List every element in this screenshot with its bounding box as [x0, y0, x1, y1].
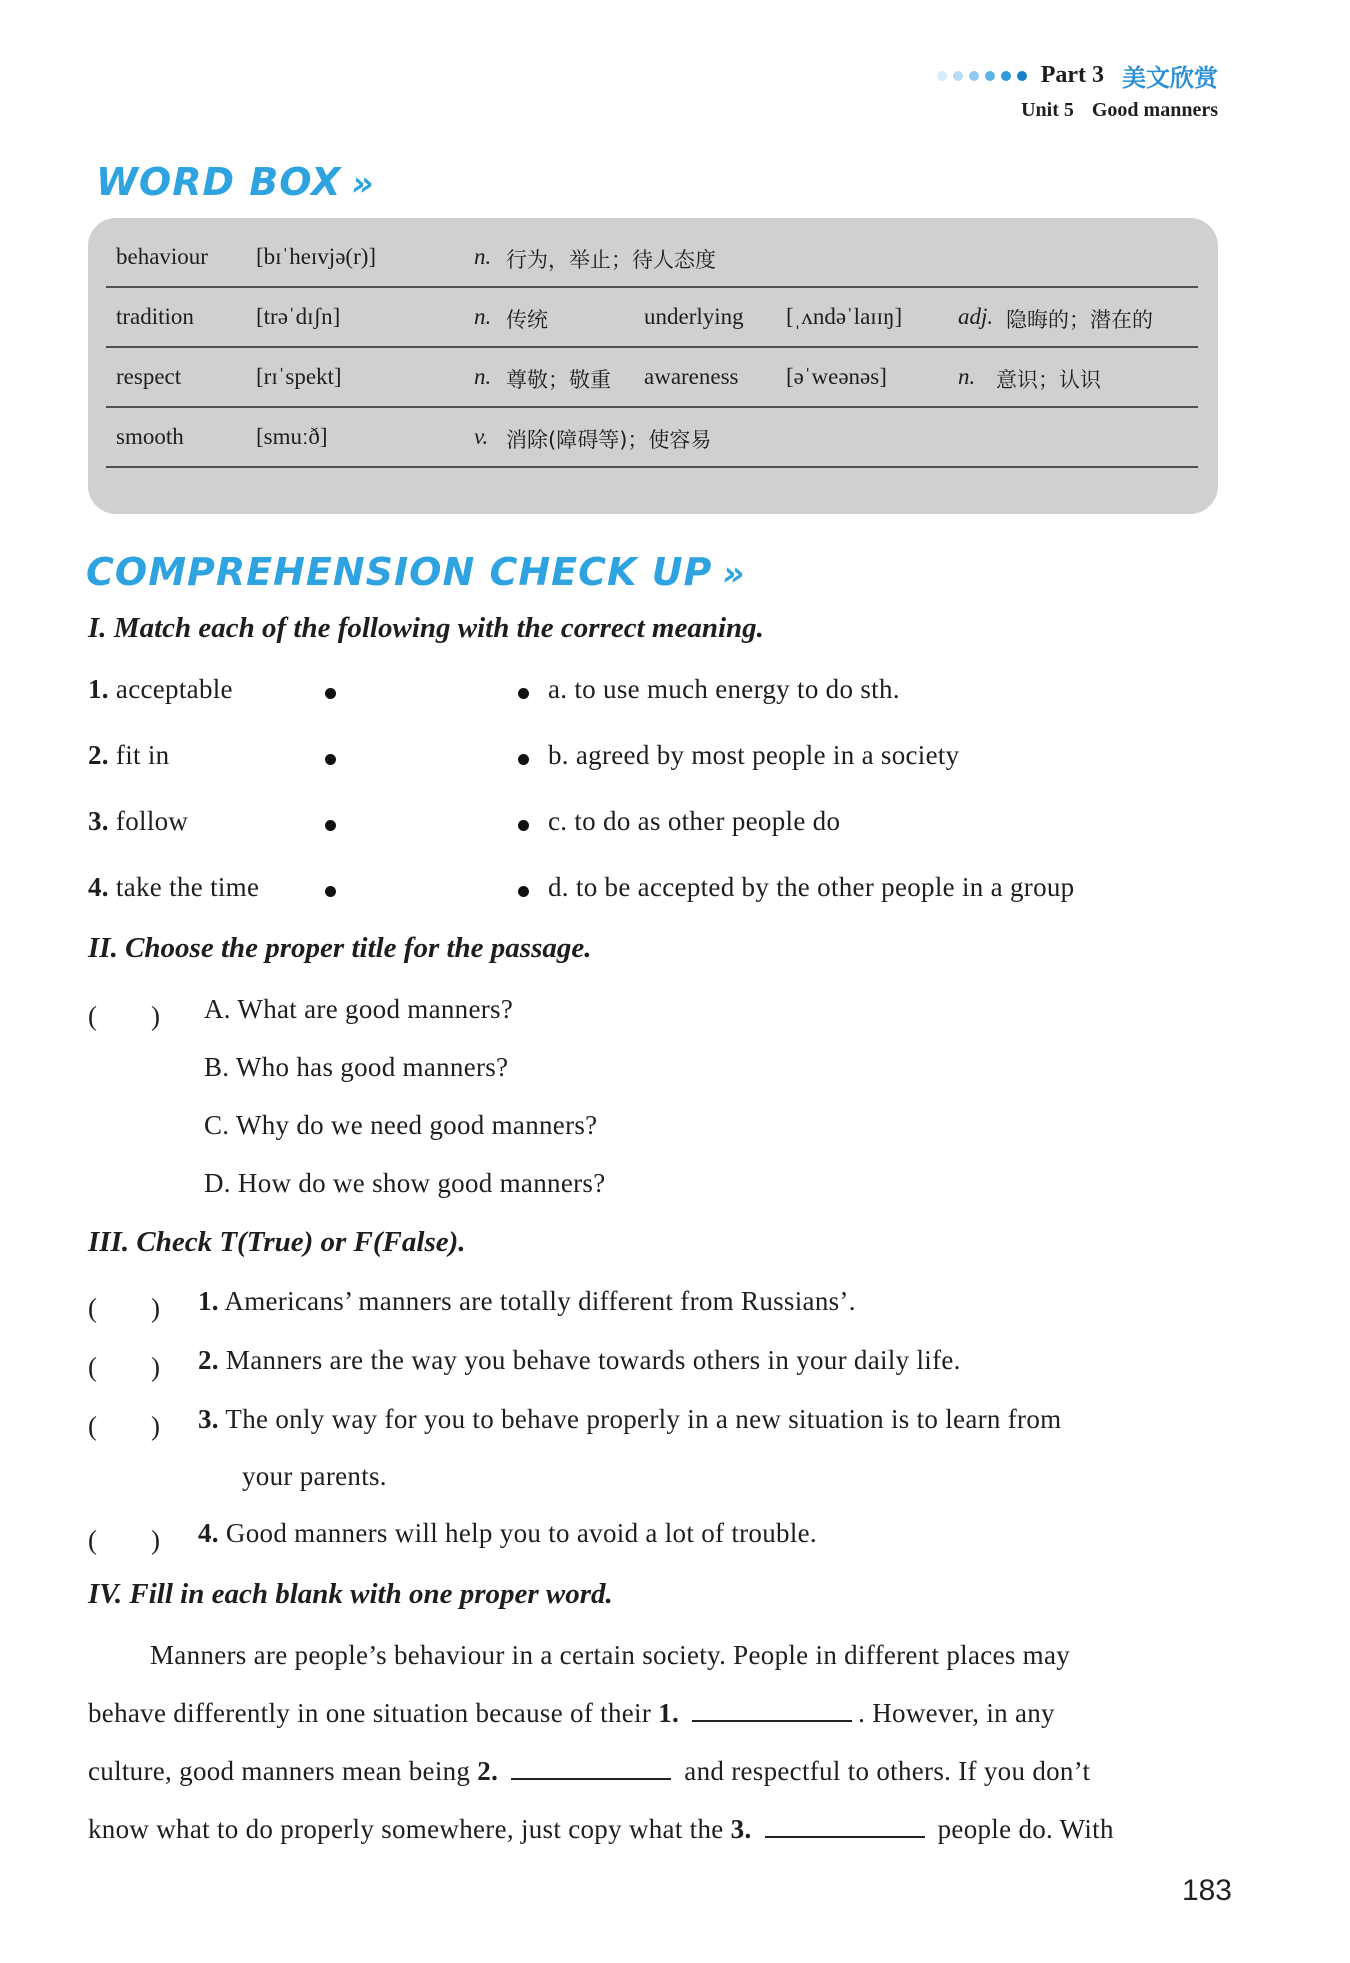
dot-icon: [969, 71, 979, 81]
match-right-item: c. to do as other people do: [548, 806, 841, 836]
passage-text: . However, in any: [858, 1698, 1055, 1728]
item-number: 4.: [198, 1518, 219, 1548]
blank-number: 3.: [730, 1814, 752, 1844]
word-box-heading: [96, 160, 375, 204]
word-box: [88, 218, 1218, 514]
answer-paren[interactable]: ( ): [88, 1001, 160, 1031]
match-dot-right[interactable]: [518, 820, 529, 831]
option-item: A. What are good manners?: [204, 994, 514, 1024]
meaning: 隐晦的；潜在的: [1006, 308, 1153, 332]
item-number: 4.: [88, 872, 109, 902]
vocab-word: awareness: [644, 364, 739, 389]
unit-label: Unit 5: [1021, 99, 1074, 121]
item-number: 3.: [198, 1404, 219, 1434]
tf-item: [198, 1404, 1061, 1435]
decorative-dots: [937, 71, 1027, 81]
meaning: 意识；认识: [996, 368, 1101, 392]
passage-text: behave differently in one situation because of their: [88, 1698, 652, 1728]
word-row: [106, 228, 1198, 288]
answer-paren[interactable]: ( ): [88, 1352, 160, 1382]
blank-number: 2.: [477, 1756, 499, 1786]
part-of-speech: n.: [474, 304, 492, 329]
meaning: 消除(障碍等)；使容易: [506, 428, 712, 452]
vocab-word: respect: [116, 364, 182, 389]
part2-title: II. Choose the proper title for the passage.: [88, 932, 592, 964]
match-dot-right[interactable]: [518, 886, 529, 897]
vocab-word: tradition: [116, 304, 194, 329]
tf-item: [198, 1345, 961, 1376]
part-of-speech: n.: [474, 244, 492, 269]
item-number: 1.: [198, 1286, 219, 1316]
word-row: [106, 348, 1198, 408]
item-number: 2.: [198, 1345, 219, 1375]
match-right-item: a. to use much energy to do sth.: [548, 674, 900, 704]
vocab-word: behaviour: [116, 244, 208, 269]
part-chinese-title: 美文欣赏: [1122, 64, 1218, 92]
item-number: 1.: [88, 674, 109, 704]
word-row: [106, 288, 1198, 348]
blank-field-1[interactable]: [692, 1700, 852, 1722]
item-number: 3.: [88, 806, 109, 836]
page-header: [937, 58, 1218, 122]
match-dot-right[interactable]: [518, 754, 529, 765]
passage-line: [88, 1814, 1114, 1845]
vocab-word: smooth: [116, 424, 184, 449]
page-number: 183: [1181, 1874, 1232, 1907]
item-number: 2.: [88, 740, 109, 770]
item-text: Manners are the way you behave towards others in your daily life.: [225, 1345, 961, 1375]
match-dot-left[interactable]: [325, 754, 336, 765]
comprehension-title: COMPREHENSION CHECK UP: [86, 550, 713, 594]
passage-text: people do. With: [937, 1814, 1114, 1844]
dot-icon: [953, 71, 963, 81]
part3-title: III. Check T(True) or F(False).: [88, 1226, 466, 1258]
answer-paren[interactable]: ( ): [88, 1293, 160, 1323]
part-of-speech: adj.: [958, 304, 994, 329]
match-right-item: b. agreed by most people in a society: [548, 740, 960, 770]
phonetic: [rɪˈspekt]: [256, 364, 342, 389]
passage-line: Manners are people’s behaviour in a certain society. People in different places may: [150, 1640, 1071, 1670]
item-text: fit in: [115, 740, 170, 770]
part1-title: I. Match each of the following with the correct meaning.: [88, 612, 764, 644]
word-row: [106, 408, 1198, 468]
part4-title: IV. Fill in each blank with one proper word.: [88, 1578, 613, 1610]
blank-field-3[interactable]: [765, 1816, 925, 1838]
word-box-title: WORD BOX: [96, 160, 342, 204]
meaning: 尊敬；敬重: [506, 368, 611, 392]
match-dot-left[interactable]: [325, 820, 336, 831]
phonetic: [trəˈdɪʃn]: [256, 304, 341, 329]
match-dot-left[interactable]: [325, 886, 336, 897]
answer-paren[interactable]: ( ): [88, 1411, 160, 1441]
unit-title: Good manners: [1091, 99, 1218, 121]
match-left-item: [88, 872, 259, 903]
match-left-item: [88, 740, 169, 771]
blank-number: 1.: [658, 1698, 680, 1728]
passage-text: and respectful to others. If you don’t: [684, 1756, 1091, 1786]
phonetic: [əˈweənəs]: [786, 364, 887, 389]
item-text: acceptable: [115, 674, 233, 704]
item-text: take the time: [115, 872, 260, 902]
tf-item: [198, 1286, 856, 1317]
blank-field-2[interactable]: [511, 1758, 671, 1780]
phonetic: [smuːð]: [256, 424, 328, 449]
item-text: Good manners will help you to avoid a lot of trouble.: [225, 1518, 817, 1548]
part-of-speech: n.: [474, 364, 492, 389]
tf-item: [198, 1518, 817, 1549]
passage-text: culture, good manners mean being: [88, 1756, 471, 1786]
match-dot-left[interactable]: [325, 688, 336, 699]
comprehension-heading: [86, 550, 746, 594]
passage-text: know what to do properly somewhere, just copy what the: [88, 1814, 724, 1844]
item-text: follow: [115, 806, 189, 836]
option-item: C. Why do we need good manners?: [204, 1110, 598, 1140]
part-label: Part 3: [1040, 62, 1104, 88]
vocab-word: underlying: [644, 304, 744, 329]
dot-icon: [937, 71, 947, 81]
answer-paren[interactable]: ( ): [88, 1525, 160, 1555]
item-text: The only way for you to behave properly in a new situation is to learn from: [225, 1404, 1062, 1434]
match-left-item: [88, 806, 188, 837]
double-arrow-icon: »: [722, 554, 746, 594]
passage-line: [88, 1756, 1090, 1787]
item-text: Americans’ manners are totally different from Russians’.: [224, 1286, 856, 1316]
option-item: D. How do we show good manners?: [204, 1168, 606, 1198]
match-left-item: [88, 674, 233, 705]
phonetic: [ˌʌndəˈlaɪɪŋ]: [786, 304, 903, 329]
match-dot-right[interactable]: [518, 688, 529, 699]
part-of-speech: n.: [958, 364, 976, 389]
tf-item-continuation: your parents.: [242, 1461, 387, 1491]
match-right-item: d. to be accepted by the other people in a group: [548, 872, 1075, 902]
double-arrow-icon: »: [351, 164, 375, 204]
meaning: 传统: [506, 308, 548, 332]
passage-line: [88, 1698, 1055, 1729]
dot-icon: [1001, 71, 1011, 81]
dot-icon: [985, 71, 995, 81]
dot-icon: [1017, 71, 1027, 81]
meaning: 行为，举止；待人态度: [506, 248, 716, 272]
option-item: B. Who has good manners?: [204, 1052, 509, 1082]
phonetic: [bɪˈheɪvjə(r)]: [256, 244, 377, 269]
part-of-speech: v.: [474, 424, 489, 449]
